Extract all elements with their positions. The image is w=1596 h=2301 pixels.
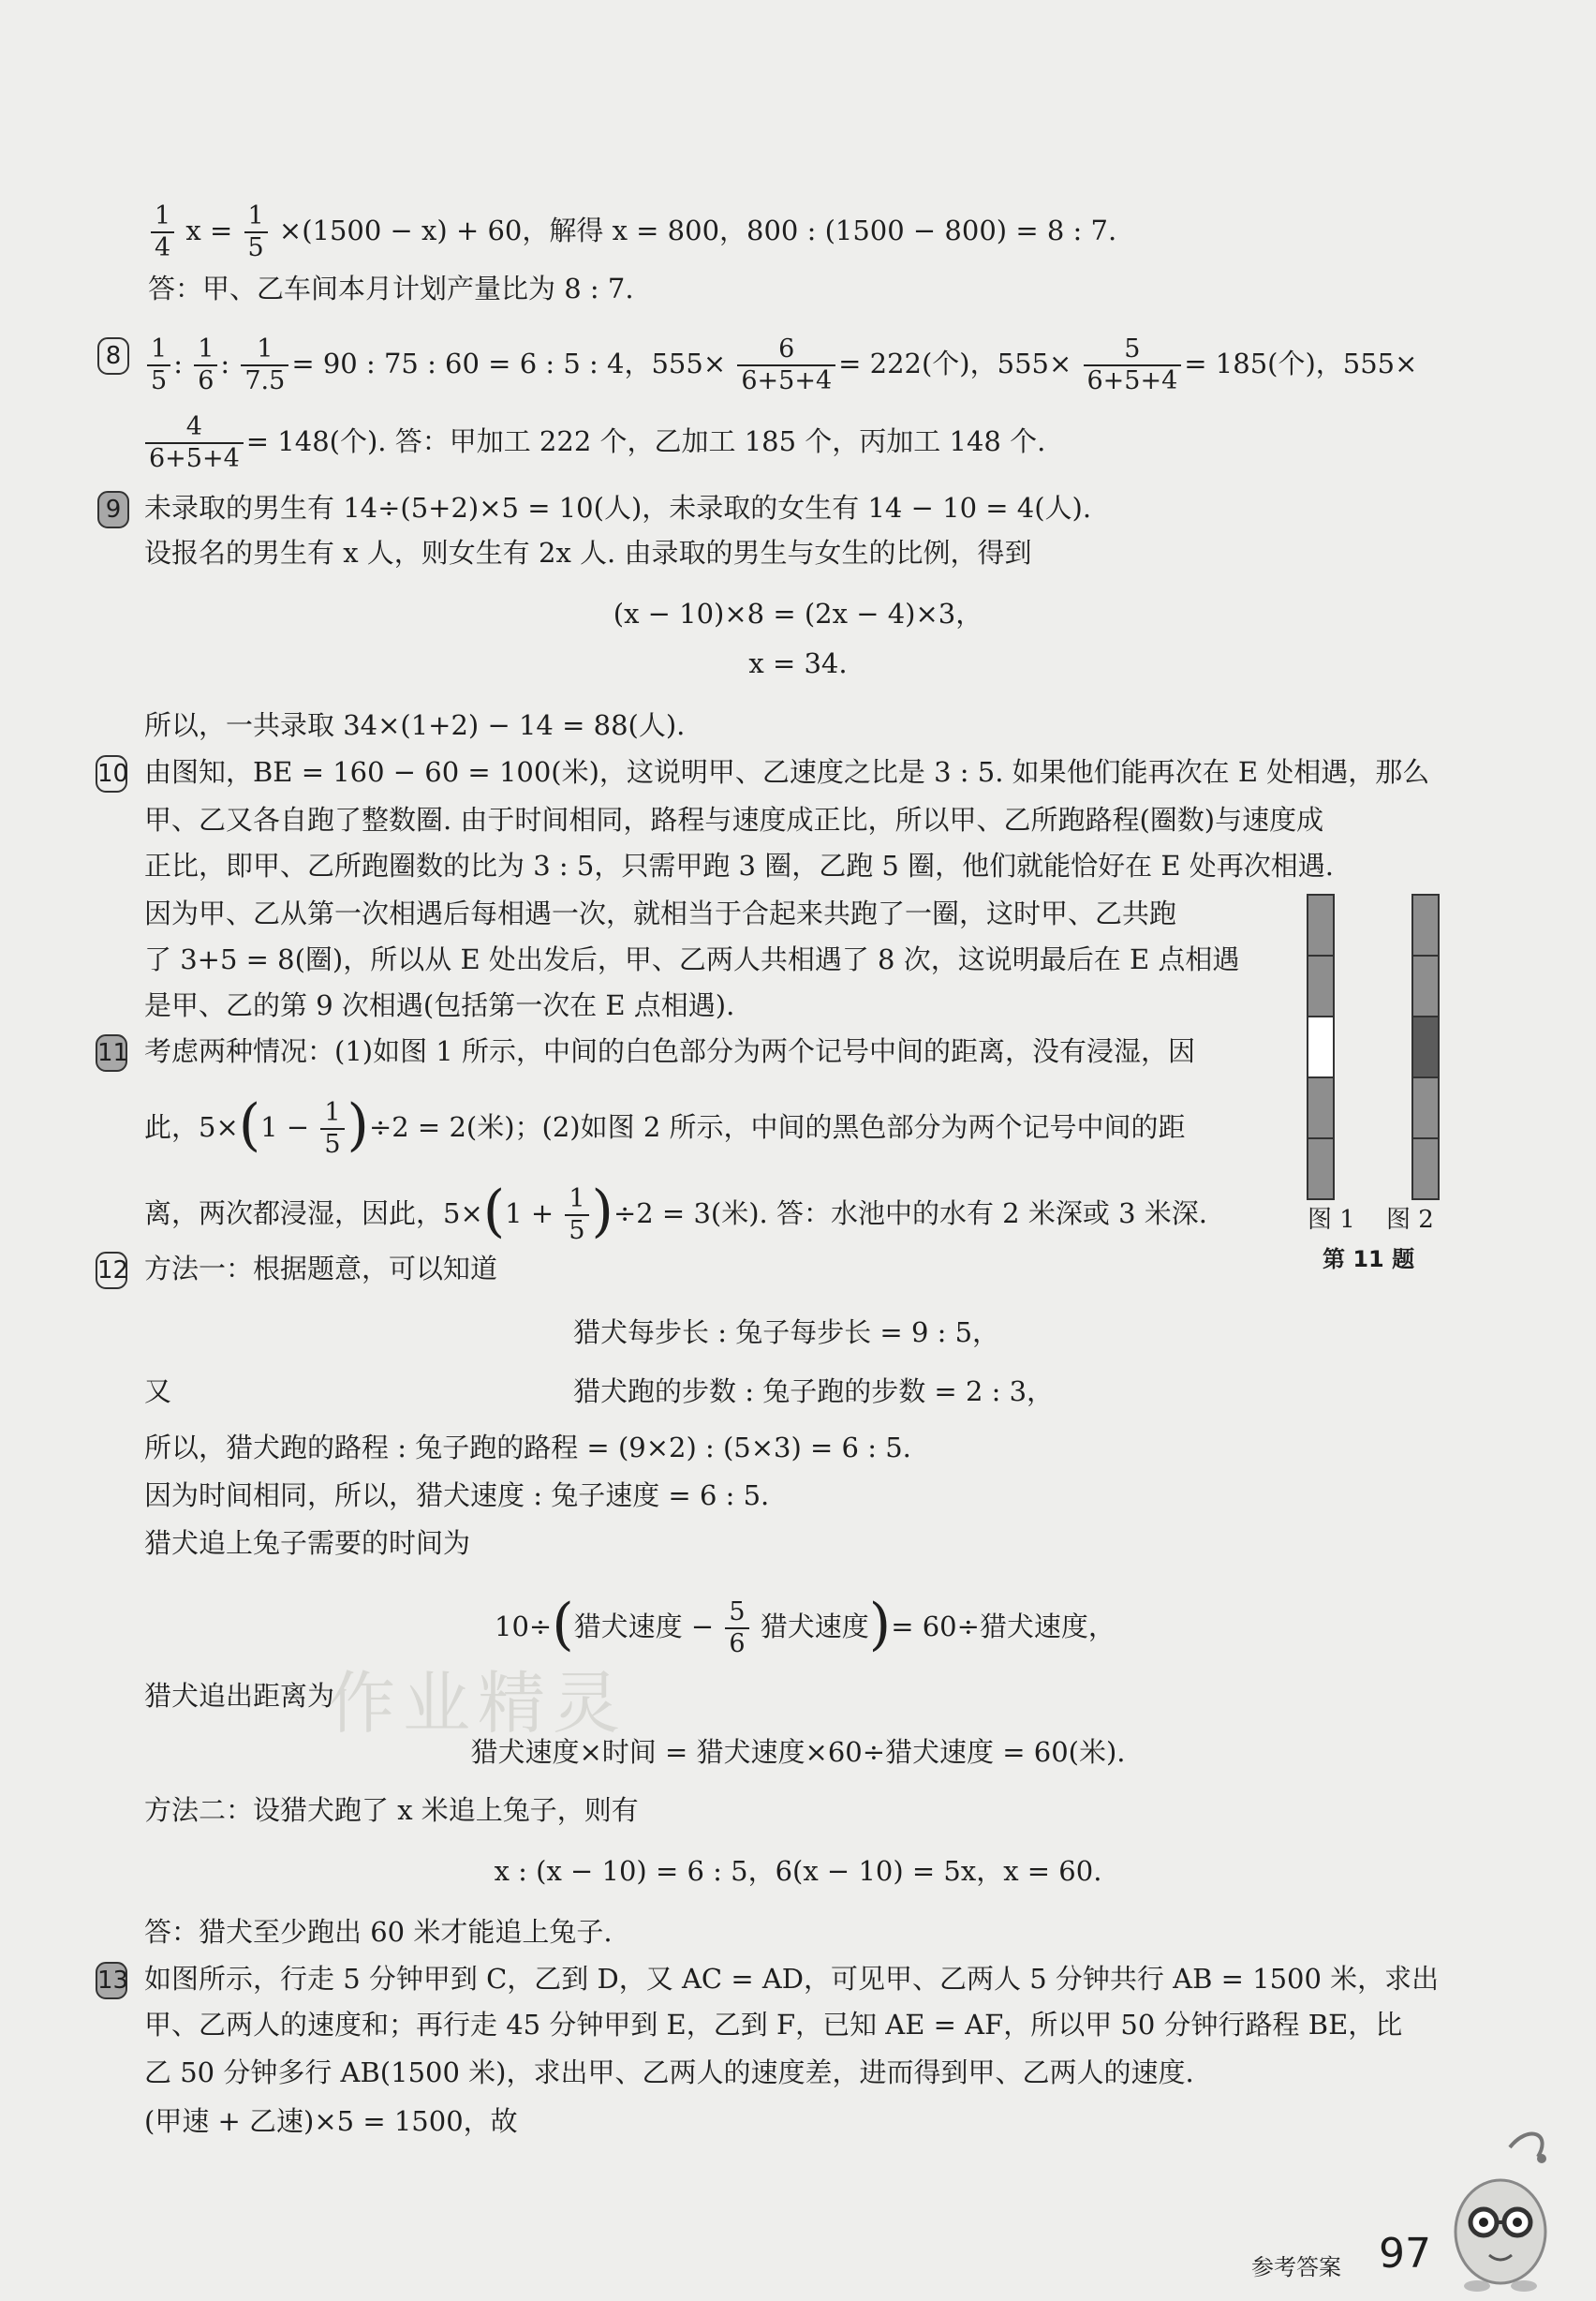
figure-2-label: 图 2 xyxy=(1386,1206,1434,1234)
mascot-icon xyxy=(1444,2119,1557,2297)
p10-line: 正比，即甲、乙所跑圈数的比为 3 : 5，只需甲跑 3 圈，乙跑 5 圈，他们就能恰好在 E 处再次相遇. xyxy=(144,850,1334,882)
p11-line: 离，两次都浸湿，因此，5×(1 + $\frac{1}{5}$ )÷2 = 3(米). 答：水池中的水有 2 米深或 3 米深. xyxy=(144,1179,1207,1245)
watermark: 作业精灵 xyxy=(328,1664,628,1743)
p12-line: 方法二：设猎犬跑了 x 米追上兔子，则有 xyxy=(144,1794,639,1826)
p12-line: 因为时间相同，所以，猎犬速度 : 兔子速度 = 6 : 5. xyxy=(144,1479,770,1511)
p12-equation: 猎犬速度×时间 = 猎犬速度×60÷猎犬速度 = 60(米). xyxy=(470,1736,1126,1768)
p7-answer: 答：甲、乙车间本月计划产量比为 8 : 7. xyxy=(148,273,634,304)
figure-1-column xyxy=(1308,895,1334,1199)
problem-number: 8 xyxy=(97,337,129,375)
p10-line: 因为甲、乙从第一次相遇后每相遇一次，就相当于合起来共跑了一圈，这时甲、乙共跑 xyxy=(144,898,1177,929)
p12-equation: x : (x − 10) = 6 : 5，6(x − 10) = 5x，x = 60. xyxy=(494,1855,1102,1887)
p7-equation: $\frac{1}{4}$ x = $\frac{1}{5}$ ×(1500 − x) + 60，解得 x = 800，800 : (1500 − 800) = 8 : 7. xyxy=(148,201,1116,263)
problem-number: 9 xyxy=(97,491,129,528)
problem-number: 10 xyxy=(96,755,127,793)
p12-line: 方法一：根据题意，可以知道 xyxy=(144,1253,498,1284)
p13-line: 乙 50 分钟多行 AB(1500 米)，求出甲、乙两人的速度差，进而得到甲、乙两人的速度. xyxy=(144,2056,1194,2088)
p12-line: 猎犬追出距离为 xyxy=(144,1680,335,1712)
p9-line: 所以，一共录取 34×(1+2) − 14 = 88(人). xyxy=(144,709,686,741)
problem-number: 13 xyxy=(96,1962,127,1999)
p11-line: 此，5×(1 − $\frac{1}{5}$ )÷2 = 2(米)；(2)如图 2 所示，中间的黑色部分为两个记号中间的距 xyxy=(144,1092,1186,1159)
p9-line: 设报名的男生有 x 人，则女生有 2x 人. 由录取的男生与女生的比例，得到 xyxy=(144,537,1032,569)
p12-line: 所以，猎犬跑的路程 : 兔子跑的路程 = (9×2) : (5×3) = 6 : 5. xyxy=(144,1432,911,1463)
fraction: $\frac{1}{4}$ xyxy=(151,201,174,263)
p10-line: 甲、乙又各自跑了整数圈. 由于时间相同，路程与速度成正比，所以甲、乙所跑路程(圈数)与速度成 xyxy=(144,804,1324,836)
p9-equation: (x − 10)×8 = (2x − 4)×3， xyxy=(613,598,983,630)
p10-line: 是甲、乙的第 9 次相遇(包括第一次在 E 点相遇). xyxy=(144,989,735,1021)
p12-equation: 猎犬跑的步数 : 兔子跑的步数 = 2 : 3， xyxy=(573,1375,1055,1407)
fraction: $\frac{1}{5}$ xyxy=(320,1098,344,1160)
figure-1-label: 图 1 xyxy=(1308,1206,1355,1234)
fraction: $\frac{1}{5}$ xyxy=(244,201,268,263)
fraction: $\frac{6}{6+5+4}$ xyxy=(737,334,835,396)
p13-line: (甲速 + 乙速)×5 = 1500，故 xyxy=(144,2105,518,2137)
problem-number: 11 xyxy=(96,1034,127,1072)
p12-equation: 10÷(猎犬速度 − $\frac{5}{6}$ 猎犬速度)= 60÷猎犬速度， xyxy=(495,1592,1116,1658)
p9-line: 未录取的男生有 14÷(5+2)×5 = 10(人)，未录取的女生有 14 − 10 = 4(人). xyxy=(144,492,1092,524)
fraction: $\frac{1}{7.5}$ xyxy=(241,334,288,396)
p12-line: 猎犬追上兔子需要的时间为 xyxy=(144,1527,471,1559)
fraction: $\frac{4}{6+5+4}$ xyxy=(145,412,244,474)
fraction: $\frac{5}{6+5+4}$ xyxy=(1084,334,1182,396)
p11-line: 考虑两种情况：(1)如图 1 所示，中间的白色部分为两个记号中间的距离，没有浸湿，因 xyxy=(144,1035,1195,1067)
footer-label: 参考答案 xyxy=(1251,2254,1341,2280)
p10-line: 由图知，BE = 160 − 60 = 100(米)，这说明甲、乙速度之比是 3 : 5. 如果他们能再次在 E 处相遇，那么 xyxy=(144,756,1430,788)
p12-equation: 猎犬每步长 : 兔子每步长 = 9 : 5， xyxy=(573,1316,1000,1348)
fraction: $\frac{1}{6}$ xyxy=(194,334,217,396)
p13-line: 如图所示，行走 5 分钟甲到 C，乙到 D，又 AC = AD，可见甲、乙两人 5 分钟共行 AB = 1500 米，求出 xyxy=(144,1963,1440,1995)
figure-caption: 第 11 题 xyxy=(1323,1246,1415,1272)
p9-equation: x = 34. xyxy=(748,647,848,679)
problem-number: 12 xyxy=(96,1252,127,1289)
page-number: 97 xyxy=(1379,2230,1431,2278)
fraction: $\frac{1}{5}$ xyxy=(147,334,170,396)
p8-equation: $\frac{1}{5}$ : $\frac{1}{6}$ : $\frac{1}{7.5}$ = 90 : 75 : 60 = 6 : 5 : 4，555× $\frac{6}{6+5+4}$ = 222(个)，555× $\frac{5}{6+5+4}$ = 185(个)，555× xyxy=(144,334,1417,396)
p12-line: 答：猎犬至少跑出 60 米才能追上兔子. xyxy=(144,1916,613,1948)
p13-line: 甲、乙两人的速度和；再行走 45 分钟甲到 E，乙到 F，已知 AE = AF，所以甲 50 分钟行路程 BE，比 xyxy=(144,2009,1403,2041)
p12-line: 又 xyxy=(144,1375,172,1407)
fraction: $\frac{5}{6}$ xyxy=(725,1597,748,1659)
p8-answer: $\frac{4}{6+5+4}$ = 148(个). 答：甲加工 222 个，乙加工 185 个，丙加工 148 个. xyxy=(142,412,1045,474)
p10-line: 了 3+5 = 8(圈)，所以从 E 处出发后，甲、乙两人共相遇了 8 次，这说明最后在 E 点相遇 xyxy=(144,943,1240,975)
fraction: $\frac{1}{5}$ xyxy=(565,1184,588,1246)
figure-2-column xyxy=(1412,895,1439,1199)
